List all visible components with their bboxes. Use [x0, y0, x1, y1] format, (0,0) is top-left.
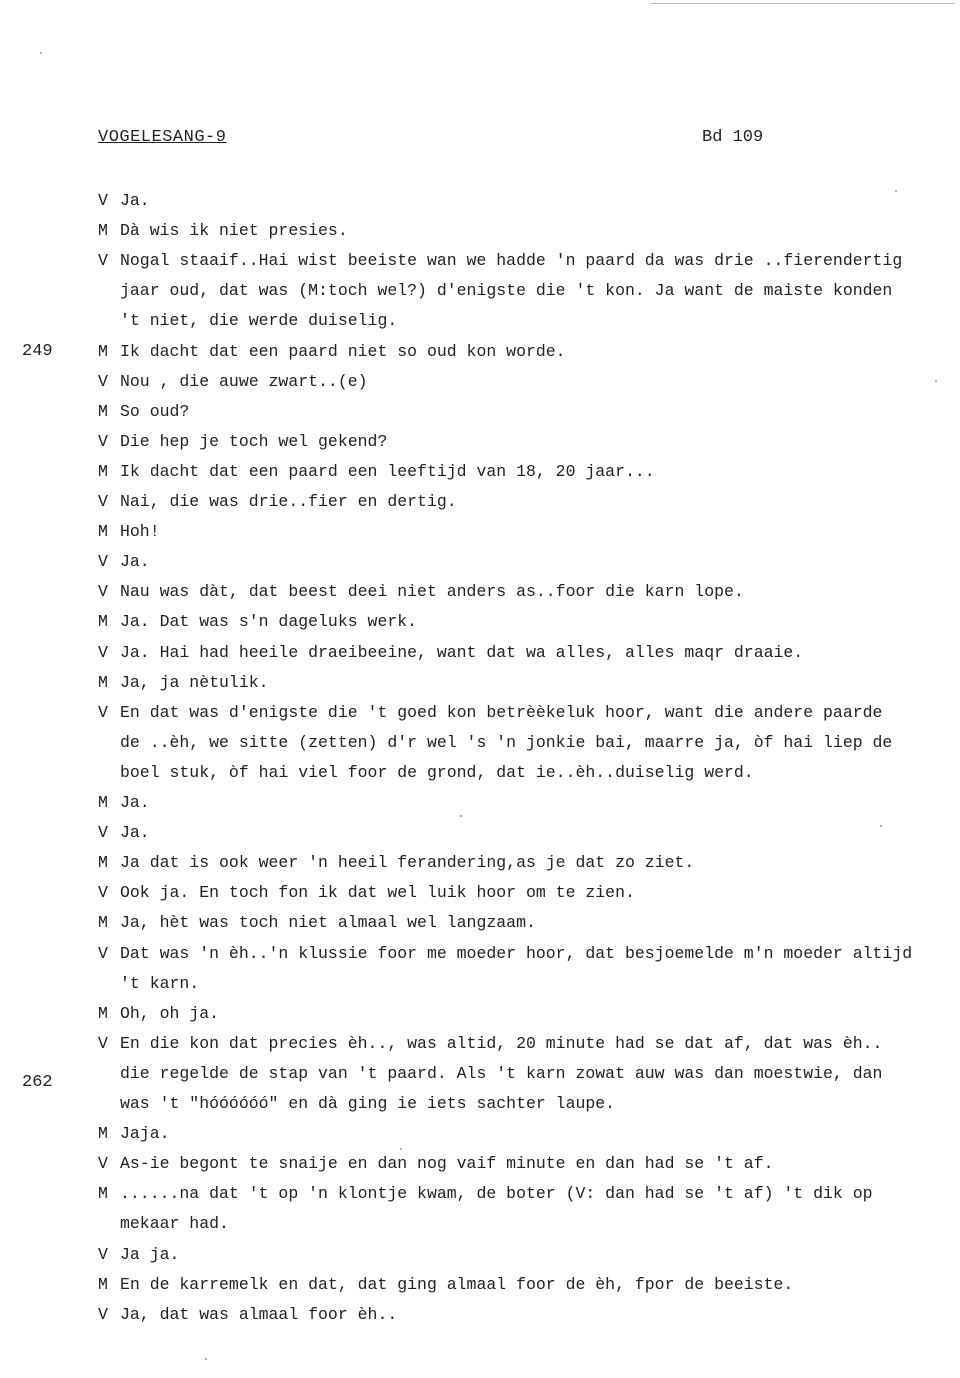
utterance-text: Nogal staaif..Hai wist beeiste wan we hadde 'n paard da was drie ..fierendertig [120, 251, 903, 270]
speaker-label: M [98, 913, 108, 932]
utterance-continuation: 't karn. [120, 974, 200, 993]
speaker-label: M [98, 402, 108, 421]
utterance-text: Ja. [120, 823, 150, 842]
utterance-text: Nau was dàt, dat beest deei niet anders as..foor die karn lope. [120, 582, 744, 601]
speaker-label: V [98, 643, 108, 662]
utterance-text: Ook ja. En toch fon ik dat wel luik hoor om te zien. [120, 883, 635, 902]
utterance-text: En de karremelk en dat, dat ging almaal foor de èh, fpor de beeiste. [120, 1275, 794, 1294]
utterance-text: Ik dacht dat een paard niet so oud kon worde. [120, 342, 566, 361]
speaker-label: V [98, 703, 108, 722]
speck [935, 380, 937, 382]
speaker-label: M [98, 853, 108, 872]
margin-line-number: 249 [22, 342, 53, 361]
speaker-label: V [98, 883, 108, 902]
utterance-text: Ja, hèt was toch niet almaal wel langzaam. [120, 913, 536, 932]
speaker-label: M [98, 673, 108, 692]
utterance-text: En dat was d'enigste die 't goed kon betrèèkeluk hoor, want die andere paarde [120, 703, 883, 722]
top-rule [650, 3, 955, 4]
utterance-text: Ja dat is ook weer 'n heeil ferandering,as je dat zo ziet. [120, 853, 695, 872]
utterance-continuation: 't niet, die werde duiselig. [120, 311, 398, 330]
utterance-text: Hoh! [120, 522, 160, 541]
utterance-text: Ik dacht dat een paard een leeftijd van 18, 20 jaar... [120, 462, 655, 481]
speck [205, 1358, 207, 1360]
utterance-text: Dà wis ik niet presies. [120, 221, 348, 240]
speaker-label: V [98, 552, 108, 571]
utterance-text: Dat was 'n èh..'n klussie foor me moeder hoor, dat besjoemelde m'n moeder altijd [120, 944, 913, 963]
utterance-continuation: mekaar had. [120, 1214, 229, 1233]
utterance-continuation: boel stuk, òf hai viel foor de grond, dat ie..èh..duiselig werd. [120, 763, 754, 782]
utterance-text: Ja ja. [120, 1245, 180, 1264]
utterance-continuation: de ..èh, we sitte (zetten) d'r wel 's 'n jonkie bai, maarre ja, òf hai liep de [120, 733, 893, 752]
speaker-label: V [98, 1245, 108, 1264]
speaker-label: M [98, 221, 108, 240]
speaker-label: M [98, 1124, 108, 1143]
speck [460, 815, 462, 817]
utterance-text: Ja. Hai had heeile draeibeeine, want dat wa alles, alles maqr draaie. [120, 643, 804, 662]
speaker-label: M [98, 522, 108, 541]
speaker-label: M [98, 342, 108, 361]
speaker-label: M [98, 793, 108, 812]
utterance-continuation: jaar oud, dat was (M:toch wel?) d'enigste die 't kon. Ja want de maiste konden [120, 281, 893, 300]
utterance-text: Ja, dat was almaal foor èh.. [120, 1305, 398, 1324]
utterance-text: Ja. [120, 191, 150, 210]
utterance-text: Die hep je toch wel gekend? [120, 432, 388, 451]
speaker-label: V [98, 582, 108, 601]
utterance-continuation: was 't "hóóóóóó" en dà ging ie iets sachter laupe. [120, 1094, 616, 1113]
speaker-label: V [98, 1034, 108, 1053]
margin-line-number: 262 [22, 1073, 53, 1092]
utterance-text: As-ie begont te snaije en dan nog vaif minute en dan had se 't af. [120, 1154, 774, 1173]
speaker-label: M [98, 1275, 108, 1294]
speaker-label: V [98, 372, 108, 391]
page-number: Bd 109 [702, 128, 764, 147]
speaker-label: V [98, 1154, 108, 1173]
speck [880, 825, 882, 827]
utterance-text: Oh, oh ja. [120, 1004, 220, 1023]
speaker-label: V [98, 251, 108, 270]
utterance-text: Ja. [120, 552, 150, 571]
speaker-label: V [98, 191, 108, 210]
speaker-label: V [98, 432, 108, 451]
utterance-text: Jaja. [120, 1124, 170, 1143]
speaker-label: M [98, 612, 108, 631]
speaker-label: M [98, 1004, 108, 1023]
utterance-text: Nou , die auwe zwart..(e) [120, 372, 368, 391]
utterance-text: Ja. Dat was s'n dageluks werk. [120, 612, 418, 631]
utterance-text: So oud? [120, 402, 190, 421]
utterance-text: En die kon dat precies èh.., was altid, 20 minute had se dat af, dat was èh.. [120, 1034, 883, 1053]
utterance-continuation: die regelde de stap van 't paard. Als 't karn zowat auw was dan moestwie, dan [120, 1064, 883, 1083]
speck [40, 52, 42, 54]
utterance-text: Ja, ja nètulik. [120, 673, 269, 692]
speaker-label: V [98, 944, 108, 963]
speaker-label: V [98, 823, 108, 842]
speaker-label: M [98, 1184, 108, 1203]
speaker-label: V [98, 1305, 108, 1324]
utterance-text: ......na dat 't op 'n klontje kwam, de boter (V: dan had se 't af) 't dik op [120, 1184, 873, 1203]
utterance-text: Ja. [120, 793, 150, 812]
document-title: VOGELESANG-9 [98, 128, 227, 147]
speaker-label: V [98, 492, 108, 511]
utterance-text: Nai, die was drie..fier en dertig. [120, 492, 457, 511]
speaker-label: M [98, 462, 108, 481]
speck [400, 1148, 402, 1150]
speck [895, 190, 897, 192]
